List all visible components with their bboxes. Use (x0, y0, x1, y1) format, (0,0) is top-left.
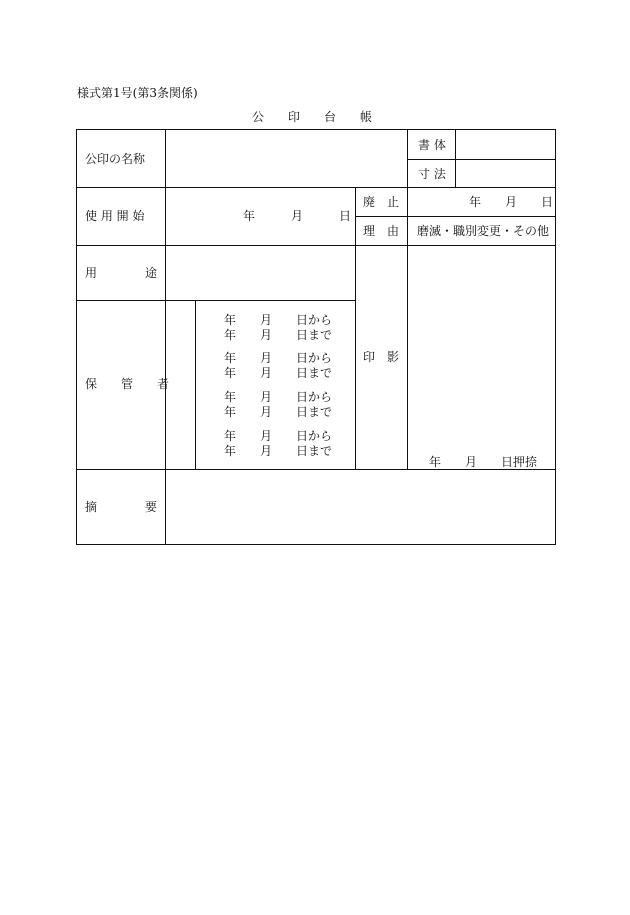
row-divider (77, 469, 556, 470)
reason-options: 磨滅・職別変更・その他 (417, 224, 550, 238)
column-divider (195, 300, 196, 469)
seal-name-label: 公印の名称 (85, 152, 146, 166)
abolition-label: 廃 止 (363, 195, 400, 209)
impression-date: 年 月 日押捺 (429, 455, 538, 469)
purpose-label: 用 途 (85, 266, 158, 280)
custodian-period-from: 年 月 日から (224, 429, 333, 443)
column-divider (455, 130, 456, 187)
row-divider (77, 245, 556, 246)
custodian-period-to: 年 月 日まで (224, 444, 333, 458)
row-divider (77, 300, 355, 301)
form-number-label: 様式第1号(第3条関係) (77, 86, 198, 100)
abolition-date: 年 月 日 (469, 195, 554, 209)
summary-label: 摘 要 (85, 500, 158, 514)
seal-ledger-table (76, 129, 556, 545)
seal-impression-label: 印 影 (363, 350, 400, 364)
size-label: 寸 法 (418, 167, 446, 181)
column-divider (165, 130, 166, 545)
column-divider (407, 187, 408, 469)
row-divider (407, 159, 556, 160)
custodian-period-to: 年 月 日まで (224, 328, 333, 342)
start-use-label: 使 用 開 始 (85, 209, 145, 223)
row-divider (77, 187, 556, 188)
custodian-period-to: 年 月 日まで (224, 366, 333, 380)
custodian-period-to: 年 月 日まで (224, 405, 333, 419)
row-divider (355, 216, 556, 217)
typeface-label: 書 体 (418, 138, 446, 152)
column-divider (355, 187, 356, 469)
custodian-label: 保 管 者 (85, 377, 170, 391)
column-divider (407, 130, 408, 187)
document-title: 公 印 台 帳 (252, 110, 373, 124)
reason-label: 理 由 (363, 224, 400, 238)
custodian-period-from: 年 月 日から (224, 390, 333, 404)
custodian-period-from: 年 月 日から (224, 313, 333, 327)
start-use-date: 年 月 日 (243, 209, 352, 223)
custodian-period-from: 年 月 日から (224, 351, 333, 365)
